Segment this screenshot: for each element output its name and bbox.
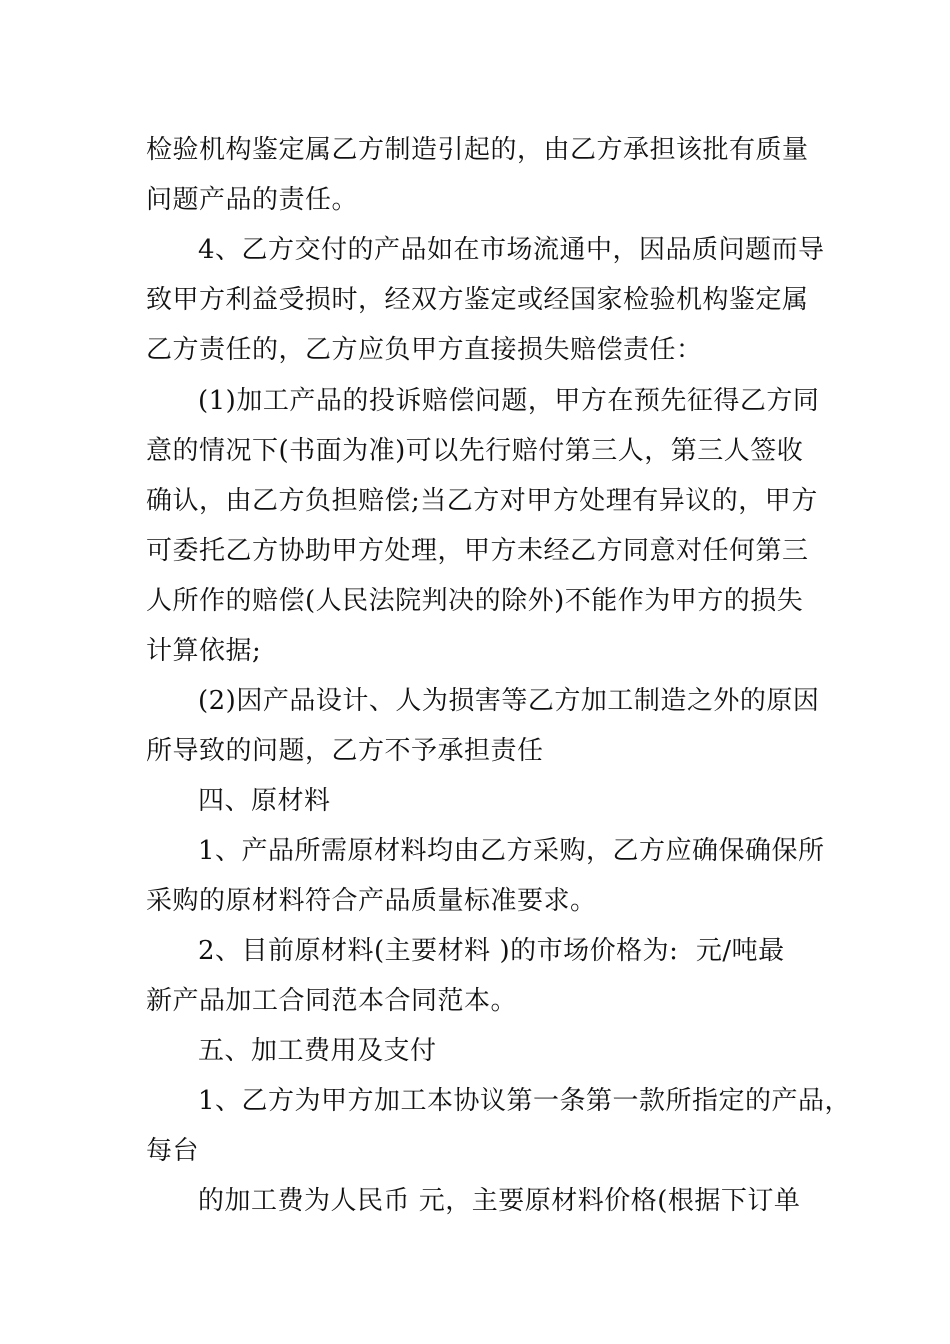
paragraph-line: 致甲方利益受损时，经双方鉴定或经国家检验机构鉴定属 — [146, 285, 809, 315]
paragraph-line: 的加工费为人民币 元，主要原材料价格(根据下订单 — [198, 1186, 801, 1216]
paragraph-line: 1、乙方为甲方加工本协议第一条第一款所指定的产品， — [198, 1086, 852, 1116]
section-heading: 五、加工费用及支付 — [198, 1036, 437, 1066]
section-heading: 四、原材料 — [198, 786, 331, 816]
paragraph-line: 新产品加工合同范本合同范本。 — [146, 986, 518, 1016]
paragraph-line: (1)加工产品的投诉赔偿问题，甲方在预先征得乙方同 — [198, 386, 820, 416]
paragraph-line: 人所作的赔偿(人民法院判决的除外)不能作为甲方的损失 — [146, 586, 804, 616]
paragraph-line: 2、目前原材料(主要材料 )的市场价格为: 元/吨最 — [198, 936, 785, 966]
paragraph-line: 所导致的问题，乙方不予承担责任 — [146, 736, 544, 766]
paragraph-line: 每台 — [146, 1136, 200, 1166]
paragraph-line: 1、产品所需原材料均由乙方采购，乙方应确保确保所 — [198, 836, 825, 866]
paragraph-line: 问题产品的责任。 — [146, 185, 359, 215]
paragraph-line: 意的情况下(书面为准)可以先行赔付第三人，第三人签收 — [146, 436, 804, 466]
paragraph-line: 4、乙方交付的产品如在市场流通中，因品质问题而导 — [198, 235, 825, 265]
paragraph-line: 检验机构鉴定属乙方制造引起的，由乙方承担该批有质量 — [146, 135, 809, 165]
paragraph-line: 采购的原材料符合产品质量标准要求。 — [146, 886, 597, 916]
paragraph-line: 乙方责任的，乙方应负甲方直接损失赔偿责任： — [146, 335, 703, 365]
paragraph-line: (2)因产品设计、人为损害等乙方加工制造之外的原因 — [198, 686, 820, 716]
paragraph-line: 计算依据; — [146, 636, 262, 666]
paragraph-line: 确认，由乙方负担赔偿;当乙方对甲方处理有异议的，甲方 — [146, 486, 818, 516]
paragraph-line: 可委托乙方协助甲方处理，甲方未经乙方同意对任何第三 — [146, 536, 809, 566]
